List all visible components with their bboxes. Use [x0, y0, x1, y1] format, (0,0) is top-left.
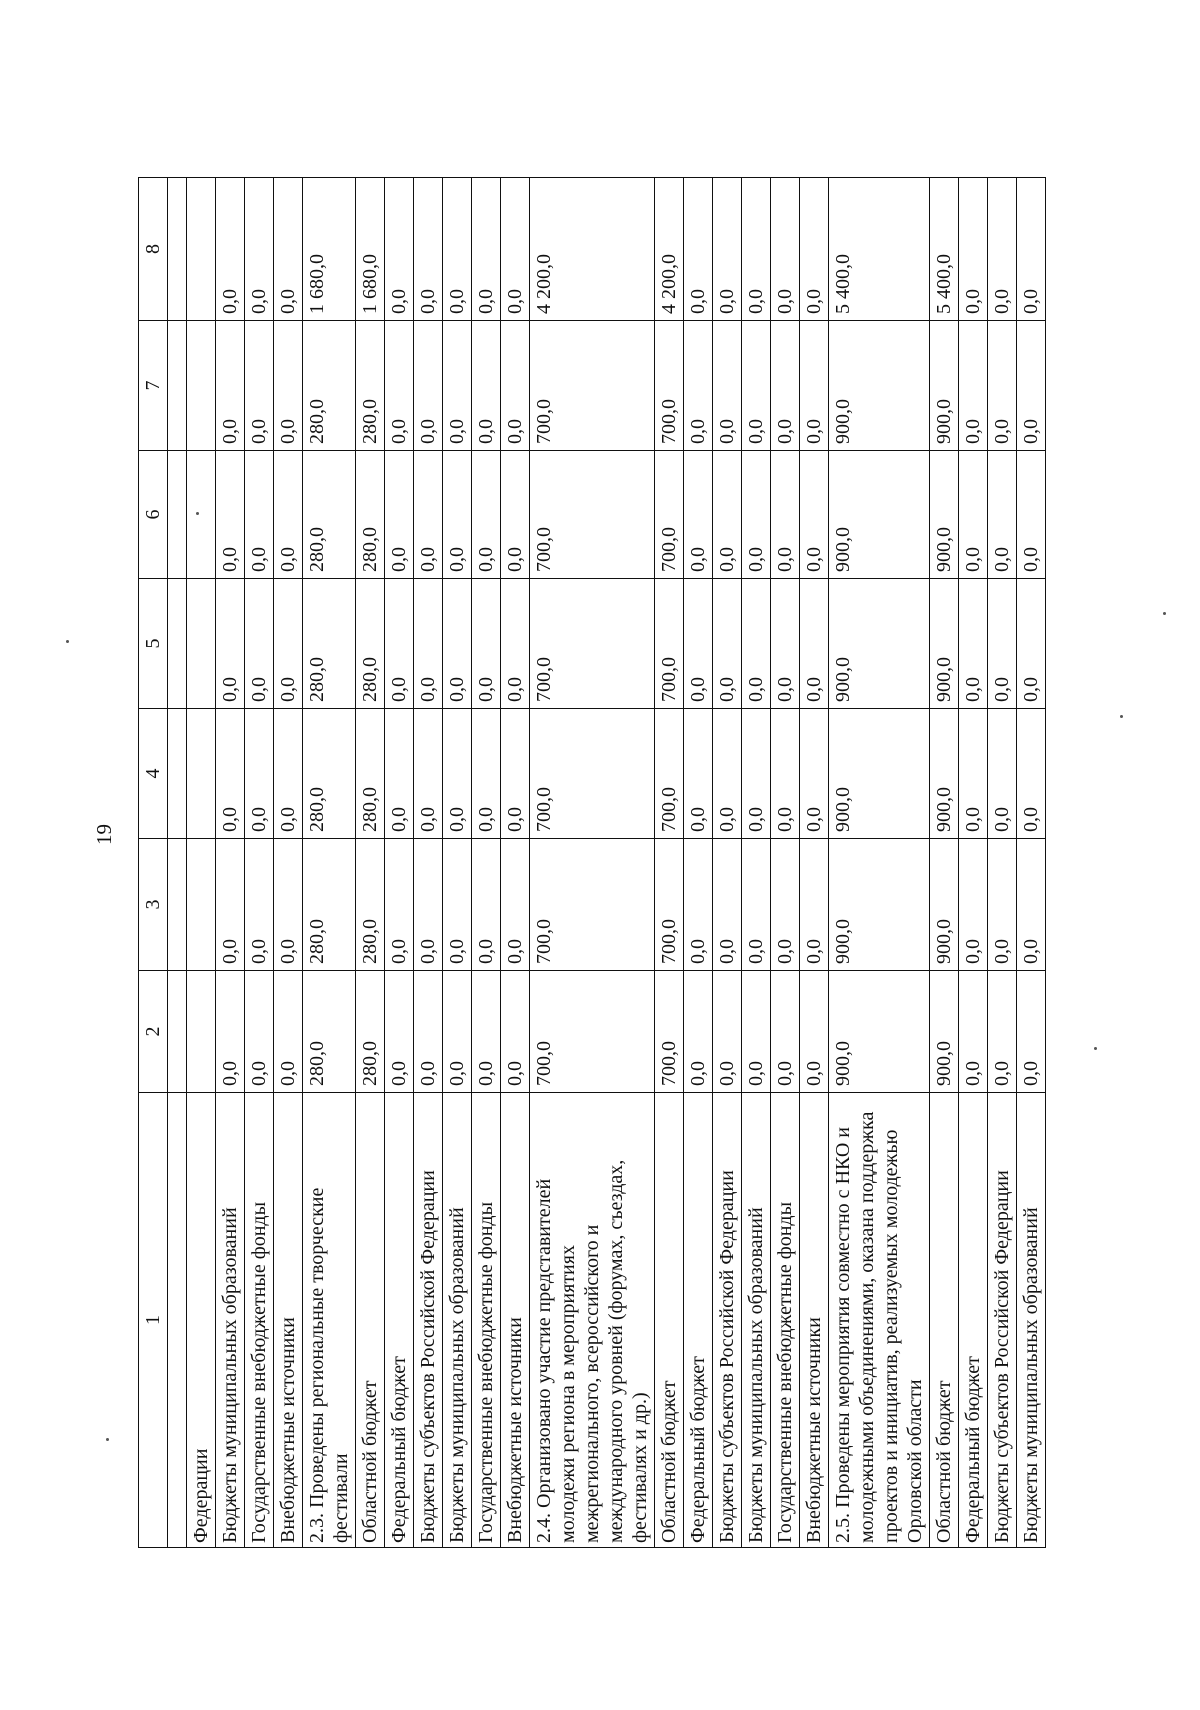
cell-value: 0,0	[245, 839, 274, 971]
cell-value: 0,0	[771, 839, 800, 971]
scan-speck	[106, 1438, 109, 1441]
cell-value: 0,0	[414, 451, 443, 579]
cell-value: 0,0	[800, 321, 829, 451]
row-label: Государственные внебюджетные фонды	[245, 1093, 274, 1548]
cell-value: 0,0	[800, 839, 829, 971]
cell-value: 0,0	[216, 579, 245, 709]
scan-speck	[1094, 1047, 1097, 1050]
cell-value: 700,0	[655, 839, 684, 971]
cell-value: 0,0	[713, 451, 742, 579]
cell-value: 0,0	[771, 709, 800, 839]
cell-value: 0,0	[443, 451, 472, 579]
cell-value: 0,0	[713, 579, 742, 709]
cell-value: 0,0	[959, 321, 988, 451]
cell-value: 0,0	[800, 579, 829, 709]
table-row	[216, 178, 245, 1548]
column-header-4: 4	[139, 709, 168, 839]
row-label: Областной бюджет	[655, 1093, 684, 1548]
page-number: 19	[92, 824, 116, 845]
cell-value: 0,0	[443, 709, 472, 839]
cell-value: 0,0	[501, 579, 530, 709]
cell-value: 0,0	[472, 451, 501, 579]
cell-value: 0,0	[742, 579, 771, 709]
cell-value	[187, 451, 216, 579]
cell-value: 0,0	[742, 971, 771, 1093]
cell-value: 700,0	[655, 451, 684, 579]
table-row	[684, 178, 713, 1548]
cell-value: 0,0	[501, 839, 530, 971]
row-label: 2.4. Организовано участие представителей молодежи региона в мероприятиях межрегионального, всероссийского и международного уровней (форумах, съездах, фестивалях и др.)	[530, 1093, 655, 1548]
cell-value: 0,0	[988, 839, 1017, 971]
cell-value: 0,0	[713, 971, 742, 1093]
cell-value: 0,0	[274, 178, 303, 321]
table-row	[1017, 178, 1046, 1548]
cell-value: 700,0	[530, 839, 655, 971]
cell-value: 0,0	[245, 451, 274, 579]
table-row	[356, 178, 385, 1548]
cell-value: 0,0	[1017, 971, 1046, 1093]
cell-value: 0,0	[959, 451, 988, 579]
cell-value: 0,0	[443, 579, 472, 709]
cell-value: 700,0	[530, 579, 655, 709]
cell-value: 0,0	[472, 839, 501, 971]
row-label: 2.3. Проведены региональные творческие фестивали	[303, 1093, 356, 1548]
cell-value: 900,0	[930, 579, 959, 709]
column-header-3: 3	[139, 839, 168, 971]
cell-value: 0,0	[1017, 321, 1046, 451]
row-label: Федеральный бюджет	[959, 1093, 988, 1548]
cell-value: 0,0	[216, 321, 245, 451]
cell-value: 5 400,0	[829, 178, 930, 321]
cell-value: 0,0	[713, 178, 742, 321]
table-row	[245, 178, 274, 1548]
cell-value: 700,0	[655, 709, 684, 839]
cell-value: 0,0	[959, 839, 988, 971]
cell-value	[168, 321, 187, 451]
row-label: Федеральный бюджет	[684, 1093, 713, 1548]
cell-value: 0,0	[1017, 709, 1046, 839]
cell-value: 0,0	[501, 451, 530, 579]
cell-value: 0,0	[414, 321, 443, 451]
cell-value: 0,0	[216, 709, 245, 839]
row-label: Бюджеты субъектов Российской Федерации	[414, 1093, 443, 1548]
cell-value: 0,0	[684, 178, 713, 321]
table-row	[530, 178, 655, 1548]
cell-value: 700,0	[530, 451, 655, 579]
cell-value: 5 400,0	[930, 178, 959, 321]
table-row	[713, 178, 742, 1548]
cell-value	[168, 451, 187, 579]
column-header-6: 6	[139, 451, 168, 579]
table-row	[988, 178, 1017, 1548]
cell-value: 0,0	[414, 839, 443, 971]
column-header-1: 1	[139, 1093, 168, 1548]
cell-value: 0,0	[385, 321, 414, 451]
row-label: Областной бюджет	[930, 1093, 959, 1548]
column-header-7: 7	[139, 321, 168, 451]
cell-value: 0,0	[274, 709, 303, 839]
table-row	[501, 178, 530, 1548]
budget-table	[138, 177, 1046, 1548]
cell-value: 0,0	[472, 709, 501, 839]
cell-value	[168, 178, 187, 321]
scan-speck	[1120, 715, 1123, 718]
cell-value: 0,0	[771, 451, 800, 579]
cell-value	[187, 709, 216, 839]
cell-value: 0,0	[684, 971, 713, 1093]
cell-value: 0,0	[988, 579, 1017, 709]
cell-value: 0,0	[684, 579, 713, 709]
cell-value: 0,0	[800, 451, 829, 579]
cell-value: 900,0	[930, 839, 959, 971]
row-label: Внебюджетные источники	[800, 1093, 829, 1548]
cell-value	[168, 971, 187, 1093]
cell-value: 280,0	[356, 579, 385, 709]
cell-value: 700,0	[655, 321, 684, 451]
table-row	[655, 178, 684, 1548]
cell-value: 0,0	[959, 709, 988, 839]
cell-value: 900,0	[930, 709, 959, 839]
cell-value: 0,0	[684, 321, 713, 451]
cell-value: 0,0	[713, 709, 742, 839]
cell-value: 0,0	[414, 971, 443, 1093]
cell-value	[168, 839, 187, 971]
cell-value: 0,0	[501, 971, 530, 1093]
cell-value: 0,0	[245, 178, 274, 321]
cell-value	[187, 839, 216, 971]
cell-value: 0,0	[684, 839, 713, 971]
cell-value	[187, 321, 216, 451]
cell-value: 0,0	[216, 971, 245, 1093]
cell-value: 0,0	[771, 579, 800, 709]
cell-value: 0,0	[443, 321, 472, 451]
cell-value: 0,0	[385, 971, 414, 1093]
cell-value: 0,0	[443, 178, 472, 321]
cell-value: 0,0	[472, 178, 501, 321]
cell-value: 0,0	[385, 178, 414, 321]
cell-value: 0,0	[742, 709, 771, 839]
cell-value: 0,0	[472, 321, 501, 451]
cell-value: 0,0	[771, 178, 800, 321]
cell-value: 700,0	[655, 579, 684, 709]
row-label: Внебюджетные источники	[274, 1093, 303, 1548]
cell-value: 0,0	[959, 178, 988, 321]
cell-value: 700,0	[530, 971, 655, 1093]
cell-value: 280,0	[356, 839, 385, 971]
cell-value: 0,0	[245, 709, 274, 839]
cell-value: 280,0	[303, 971, 356, 1093]
cell-value: 900,0	[829, 579, 930, 709]
cell-value: 0,0	[443, 971, 472, 1093]
row-label: Областной бюджет	[356, 1093, 385, 1548]
cell-value: 0,0	[472, 579, 501, 709]
cell-value: 0,0	[274, 839, 303, 971]
table-body	[168, 178, 1046, 1548]
cell-value: 0,0	[988, 451, 1017, 579]
table-row	[800, 178, 829, 1548]
cell-value: 900,0	[930, 321, 959, 451]
cell-value: 4 200,0	[655, 178, 684, 321]
scan-speck	[196, 512, 199, 515]
cell-value: 280,0	[303, 579, 356, 709]
cell-value: 0,0	[1017, 178, 1046, 321]
column-header-5: 5	[139, 579, 168, 709]
row-label	[168, 1093, 187, 1548]
cell-value: 0,0	[385, 709, 414, 839]
table-row	[187, 178, 216, 1548]
row-label: Бюджеты муниципальных образований	[443, 1093, 472, 1548]
cell-value: 280,0	[303, 451, 356, 579]
cell-value: 0,0	[988, 971, 1017, 1093]
table-row	[472, 178, 501, 1548]
cell-value: 0,0	[1017, 839, 1046, 971]
cell-value: 0,0	[274, 579, 303, 709]
row-label: Государственные внебюджетные фонды	[771, 1093, 800, 1548]
cell-value: 0,0	[800, 971, 829, 1093]
cell-value: 0,0	[742, 178, 771, 321]
cell-value: 900,0	[829, 839, 930, 971]
table-row	[771, 178, 800, 1548]
cell-value: 900,0	[930, 971, 959, 1093]
cell-value: 0,0	[216, 178, 245, 321]
cell-value: 900,0	[829, 321, 930, 451]
cell-value: 0,0	[245, 321, 274, 451]
row-label: Федерации	[187, 1093, 216, 1548]
cell-value: 280,0	[356, 321, 385, 451]
cell-value: 0,0	[385, 451, 414, 579]
cell-value	[187, 971, 216, 1093]
cell-value	[168, 709, 187, 839]
cell-value: 0,0	[443, 839, 472, 971]
row-label: Внебюджетные источники	[501, 1093, 530, 1548]
cell-value: 0,0	[988, 321, 1017, 451]
table-row	[959, 178, 988, 1548]
cell-value: 4 200,0	[530, 178, 655, 321]
cell-value: 0,0	[245, 971, 274, 1093]
column-header-8: 8	[139, 178, 168, 321]
table-row	[414, 178, 443, 1548]
table-row	[930, 178, 959, 1548]
cell-value: 0,0	[800, 178, 829, 321]
row-label: Бюджеты муниципальных образований	[1017, 1093, 1046, 1548]
cell-value: 1 680,0	[303, 178, 356, 321]
cell-value: 0,0	[414, 579, 443, 709]
cell-value: 0,0	[414, 178, 443, 321]
table-row	[303, 178, 356, 1548]
table-header-row	[139, 178, 168, 1548]
cell-value: 0,0	[414, 709, 443, 839]
row-label: 2.5. Проведены мероприятия совместно с НКО и молодежными объединениями, оказана поддержка проектов и инициатив, реализуемых молодежью Орловской области	[829, 1093, 930, 1548]
cell-value: 0,0	[959, 579, 988, 709]
cell-value: 0,0	[245, 579, 274, 709]
column-header-2: 2	[139, 971, 168, 1093]
cell-value: 0,0	[988, 709, 1017, 839]
cell-value: 0,0	[274, 321, 303, 451]
table-row	[443, 178, 472, 1548]
cell-value: 0,0	[274, 451, 303, 579]
cell-value: 0,0	[385, 839, 414, 971]
cell-value: 900,0	[930, 451, 959, 579]
cell-value: 0,0	[216, 839, 245, 971]
scan-speck	[66, 640, 69, 643]
row-label: Бюджеты субъектов Российской Федерации	[988, 1093, 1017, 1548]
cell-value: 0,0	[713, 321, 742, 451]
cell-value: 0,0	[800, 709, 829, 839]
cell-value: 0,0	[771, 971, 800, 1093]
rotated-table-wrapper	[138, 178, 1046, 1548]
cell-value: 0,0	[472, 971, 501, 1093]
row-label: Государственные внебюджетные фонды	[472, 1093, 501, 1548]
cell-value: 0,0	[684, 451, 713, 579]
scan-speck	[1163, 612, 1166, 615]
table-row	[274, 178, 303, 1548]
cell-value: 0,0	[1017, 579, 1046, 709]
cell-value: 900,0	[829, 451, 930, 579]
cell-value: 0,0	[216, 451, 245, 579]
cell-value: 280,0	[303, 709, 356, 839]
cell-value: 1 680,0	[356, 178, 385, 321]
cell-value: 0,0	[274, 971, 303, 1093]
cell-value: 0,0	[1017, 451, 1046, 579]
cell-value	[187, 178, 216, 321]
row-label: Бюджеты муниципальных образований	[216, 1093, 245, 1548]
table-row	[829, 178, 930, 1548]
cell-value: 280,0	[303, 839, 356, 971]
cell-value: 700,0	[655, 971, 684, 1093]
cell-value: 280,0	[356, 709, 385, 839]
table-row	[385, 178, 414, 1548]
row-label: Бюджеты субъектов Российской Федерации	[713, 1093, 742, 1548]
cell-value: 0,0	[385, 579, 414, 709]
cell-value: 280,0	[303, 321, 356, 451]
cell-value: 0,0	[742, 321, 771, 451]
cell-value: 900,0	[829, 971, 930, 1093]
table-row	[168, 178, 187, 1548]
row-label: Федеральный бюджет	[385, 1093, 414, 1548]
cell-value: 0,0	[988, 178, 1017, 321]
cell-value	[168, 579, 187, 709]
cell-value: 0,0	[501, 321, 530, 451]
row-label: Бюджеты муниципальных образований	[742, 1093, 771, 1548]
cell-value: 700,0	[530, 709, 655, 839]
cell-value: 900,0	[829, 709, 930, 839]
cell-value: 0,0	[501, 709, 530, 839]
cell-value: 0,0	[771, 321, 800, 451]
cell-value	[187, 579, 216, 709]
cell-value: 280,0	[356, 451, 385, 579]
cell-value: 0,0	[501, 178, 530, 321]
cell-value: 0,0	[713, 839, 742, 971]
cell-value: 280,0	[356, 971, 385, 1093]
cell-value: 0,0	[684, 709, 713, 839]
cell-value: 0,0	[742, 839, 771, 971]
table-row	[742, 178, 771, 1548]
cell-value: 700,0	[530, 321, 655, 451]
cell-value: 0,0	[742, 451, 771, 579]
cell-value: 0,0	[959, 971, 988, 1093]
